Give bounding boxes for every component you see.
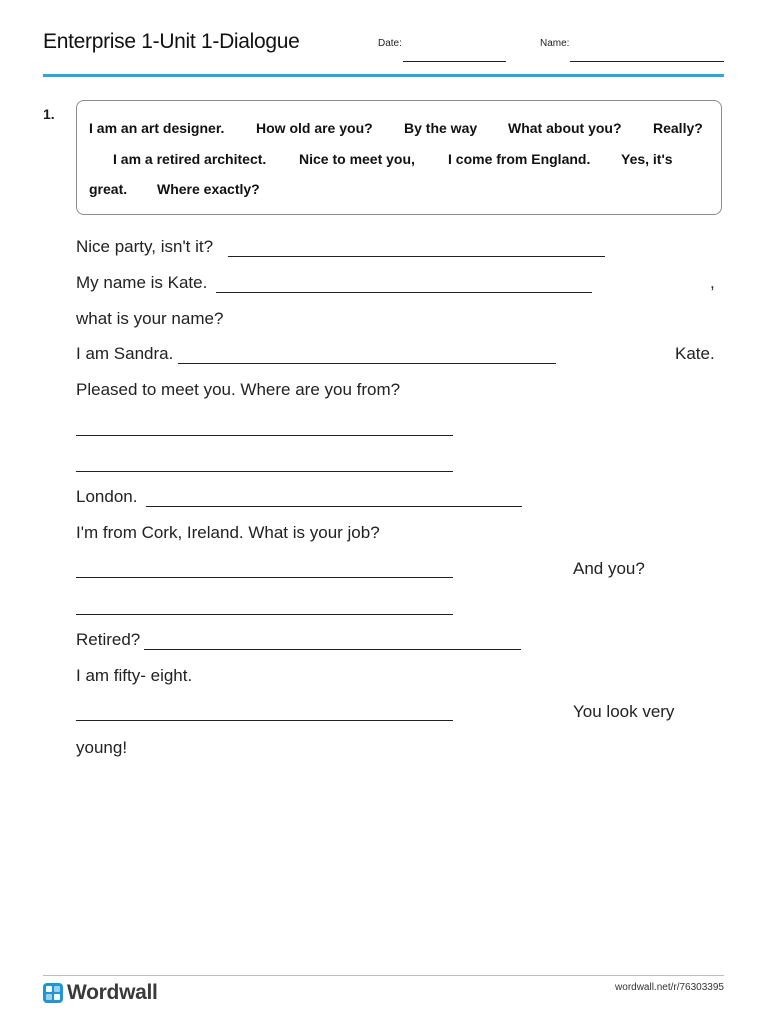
header-divider — [43, 74, 724, 77]
dialogue-line-12: young! — [76, 738, 128, 757]
dialogue-line-2: My name is Kate. — [76, 273, 208, 292]
answer-blank-7[interactable] — [76, 577, 453, 578]
word-bank-item[interactable]: By the way — [404, 120, 478, 136]
answer-blank-3[interactable] — [178, 363, 556, 364]
dialogue-line-4: I am Sandra. — [76, 344, 174, 363]
answer-blank-6[interactable] — [146, 506, 522, 507]
date-label: Date: — [378, 38, 402, 49]
footer-url[interactable]: wordwall.net/r/76303395 — [615, 982, 724, 993]
date-field[interactable] — [403, 61, 506, 62]
page-title: Enterprise 1-Unit 1-Dialogue — [43, 30, 300, 53]
wordwall-logo — [43, 981, 158, 1005]
word-bank-item[interactable]: great. — [89, 181, 128, 197]
dialogue-line-4-end: Kate. — [675, 344, 715, 363]
dialogue-line-2-end: , — [710, 273, 715, 292]
wordwall-logo-icon — [43, 983, 63, 1003]
word-bank-item[interactable]: I come from England. — [448, 151, 591, 167]
word-bank-item[interactable]: Where exactly? — [157, 181, 260, 197]
dialogue-line-5: Pleased to meet you. Where are you from? — [76, 380, 401, 399]
answer-blank-4[interactable] — [76, 435, 453, 436]
word-bank-item[interactable]: Nice to meet you, — [299, 151, 415, 167]
word-bank-item[interactable]: Really? — [653, 120, 703, 136]
word-bank-item[interactable]: How old are you? — [256, 120, 373, 136]
dialogue-line-6: London. — [76, 487, 138, 506]
answer-blank-8[interactable] — [76, 614, 453, 615]
answer-blank-2[interactable] — [216, 292, 592, 293]
answer-blank-1[interactable] — [228, 256, 605, 257]
dialogue-line-10: I am fifty- eight. — [76, 666, 193, 685]
footer-divider — [43, 975, 724, 976]
word-bank-item[interactable]: I am an art designer. — [89, 120, 225, 136]
dialogue-line-8-end: And you? — [573, 559, 645, 578]
word-bank-item[interactable]: Yes, it's — [621, 151, 673, 167]
word-bank-item[interactable]: What about you? — [508, 120, 622, 136]
dialogue-line-11-end: You look very — [573, 702, 675, 721]
logo-wordmark: Wordwall — [67, 981, 158, 1004]
question-number: 1. — [43, 106, 55, 122]
dialogue-line-9: Retired? — [76, 630, 141, 649]
answer-blank-9[interactable] — [144, 649, 521, 650]
dialogue-line-1: Nice party, isn't it? — [76, 237, 214, 256]
word-bank-item[interactable]: I am a retired architect. — [113, 151, 267, 167]
answer-blank-10[interactable] — [76, 720, 453, 721]
dialogue-line-3: what is your name? — [76, 309, 224, 328]
name-label: Name: — [540, 38, 570, 49]
name-field[interactable] — [570, 61, 724, 62]
answer-blank-5[interactable] — [76, 471, 453, 472]
dialogue-line-7: I'm from Cork, Ireland. What is your job? — [76, 523, 380, 542]
